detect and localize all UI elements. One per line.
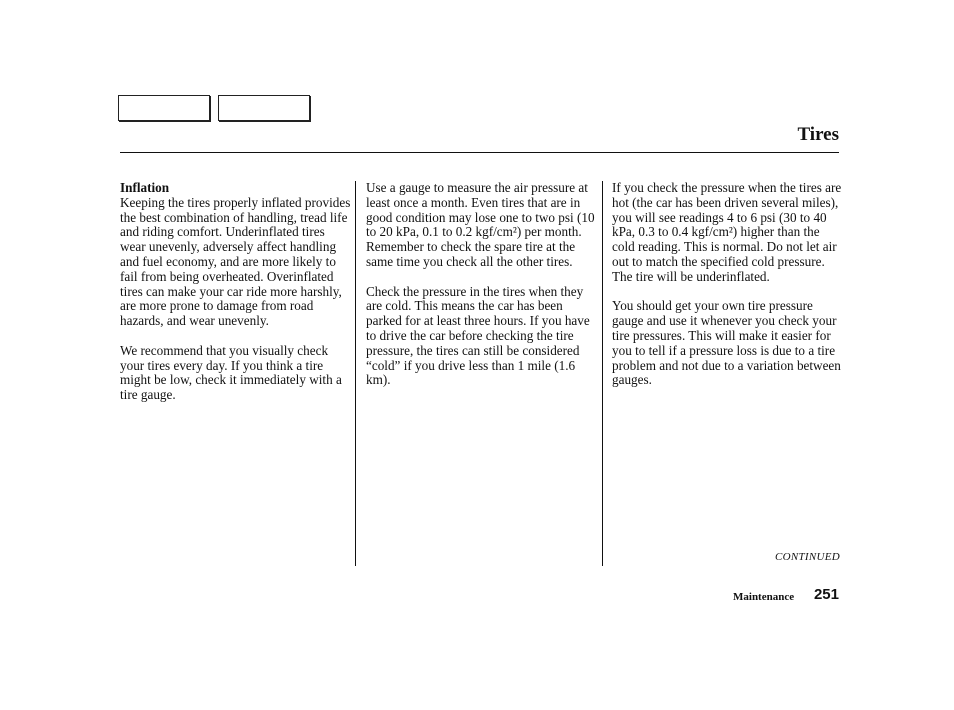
paragraph: Keeping the tires properly inflated provides the best combination of handling, tread life and riding comfort. Underinflated tires wear unevenly, adversely affect handling and fuel economy, and are more likely to fail from being overheated. Overinflated tires can make your car ride more harshly, are more prone to damage from road hazards, and wear unevenly.: [120, 194, 351, 329]
column-left: [120, 181, 352, 418]
title-divider: [120, 152, 839, 153]
column-middle: [366, 181, 598, 403]
paragraph: Use a gauge to measure the air pressure at least once a month. Even tires that are in good condition may lose one to two psi (10 to 20 kPa, 0.1 to 0.2 kgf/cm²) per month. Remember to check the spare tire at the same time you check all the other tires.: [366, 180, 595, 269]
column-right: [612, 181, 844, 403]
continued-label: CONTINUED: [774, 551, 840, 563]
main-menu-button[interactable]: [118, 95, 210, 121]
footer-section-name: Maintenance: [733, 591, 795, 603]
paragraph: We recommend that you visually check your tires every day. If you think a tire might be low, check it immediately with a tire gauge.: [120, 342, 342, 403]
paragraph: Check the pressure in the tires when they are cold. This means the car has been parked for at least three hours. If you have to drive the car before checking the tire pressure, the tires can still be considered “cold” if you drive less than 1 mile (1.6 km).: [366, 283, 590, 388]
paragraph: You should get your own tire pressure gauge and use it whenever you check your tire pressures. This will make it easier for you to tell if a pressure loss is due to a tire problem and not due to a variation between gauges.: [612, 298, 841, 388]
page-number: 251: [813, 586, 839, 603]
paragraph: If you check the pressure when the tires are hot (the car has been driven several miles), you will see readings 4 to 6 psi (30 to 40 kPa, 0.3 to 0.4 kgf/cm²) higher than the cold reading. This is normal. Do not let air out to match the specified cold pressure. The tire will be underinflated.: [612, 180, 842, 284]
column-divider: [602, 181, 603, 566]
section-heading-inflation: Inflation: [120, 180, 170, 195]
page-title: Tires: [797, 124, 839, 145]
column-divider: [355, 181, 356, 566]
index-button[interactable]: [218, 95, 310, 121]
